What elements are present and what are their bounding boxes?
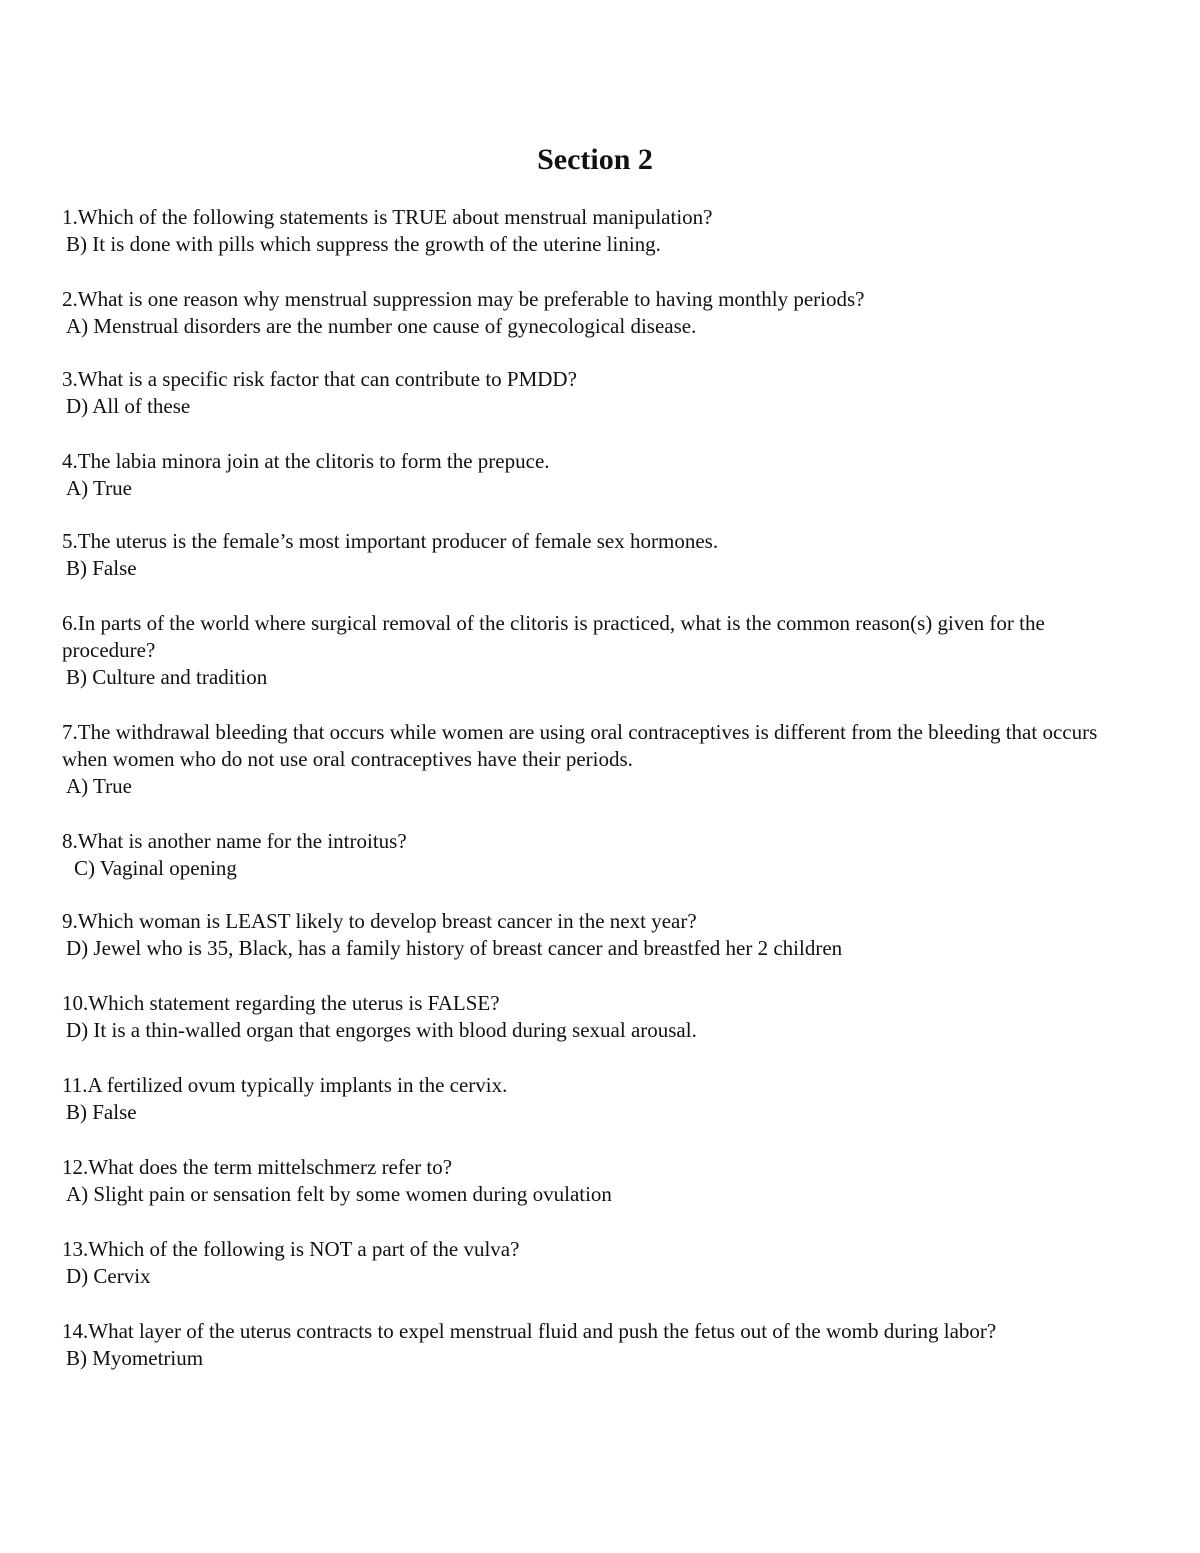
answer-text: D) Jewel who is 35, Black, has a family history of breast cancer and breastfed her 2 children xyxy=(66,936,843,960)
answer-text: D) It is a thin-walled organ that engorges with blood during sexual arousal. xyxy=(66,1018,697,1042)
question-text: 11.A fertilized ovum typically implants in the cervix. xyxy=(62,1073,508,1097)
question-list xyxy=(62,204,1142,1372)
question-item-8 xyxy=(62,828,1142,882)
question-text: 6.In parts of the world where surgical removal of the clitoris is practiced, what is the common reason(s) given for the procedure? xyxy=(62,611,1045,662)
answer-text: A) Menstrual disorders are the number one cause of gynecological disease. xyxy=(66,314,697,338)
question-text: 9.Which woman is LEAST likely to develop breast cancer in the next year? xyxy=(62,909,697,933)
question-text: 4.The labia minora join at the clitoris to form the prepuce. xyxy=(62,449,550,473)
question-item-2 xyxy=(62,286,1142,340)
question-text: 3.What is a specific risk factor that can contribute to PMDD? xyxy=(62,367,577,391)
answer-text: B) False xyxy=(66,556,137,580)
answer-text: A) True xyxy=(66,476,132,500)
question-text: 14.What layer of the uterus contracts to expel menstrual fluid and push the fetus out of the womb during labor? xyxy=(62,1319,997,1343)
question-item-10 xyxy=(62,990,1142,1044)
question-item-5 xyxy=(62,528,1142,582)
question-text: 10.Which statement regarding the uterus is FALSE? xyxy=(62,991,500,1015)
answer-text: A) Slight pain or sensation felt by some women during ovulation xyxy=(66,1182,612,1206)
answer-text: B) Myometrium xyxy=(66,1346,204,1370)
question-text: 1.Which of the following statements is TRUE about menstrual manipulation? xyxy=(62,205,713,229)
answer-text: B) False xyxy=(66,1100,137,1124)
question-text: 13.Which of the following is NOT a part of the vulva? xyxy=(62,1237,520,1261)
question-text: 2.What is one reason why menstrual suppression may be preferable to having monthly periods? xyxy=(62,287,865,311)
answer-text: A) True xyxy=(66,774,132,798)
question-item-14 xyxy=(62,1318,1142,1372)
question-text: 12.What does the term mittelschmerz refer to? xyxy=(62,1155,453,1179)
answer-text: D) Cervix xyxy=(66,1264,151,1288)
answer-text: D) All of these xyxy=(66,394,191,418)
question-item-4 xyxy=(62,448,1142,502)
answer-text: B) It is done with pills which suppress the growth of the uterine lining. xyxy=(66,232,661,256)
question-item-6 xyxy=(62,610,1142,691)
question-text: 8.What is another name for the introitus? xyxy=(62,829,407,853)
question-item-12 xyxy=(62,1154,1142,1208)
answer-text: C) Vaginal opening xyxy=(74,856,237,880)
question-item-7 xyxy=(62,719,1142,800)
question-item-3 xyxy=(62,366,1142,420)
answer-text: B) Culture and tradition xyxy=(66,665,268,689)
page-title: Section 2 xyxy=(537,143,653,176)
question-item-1 xyxy=(62,204,1142,258)
question-item-9 xyxy=(62,908,1142,962)
question-text: 5.The uterus is the female’s most important producer of female sex hormones. xyxy=(62,529,719,553)
question-text: 7.The withdrawal bleeding that occurs while women are using oral contraceptives is different from the bleeding that occurs when women who do not use oral contraceptives have their periods. xyxy=(62,720,1098,771)
question-item-13 xyxy=(62,1236,1142,1290)
question-item-11 xyxy=(62,1072,1142,1126)
